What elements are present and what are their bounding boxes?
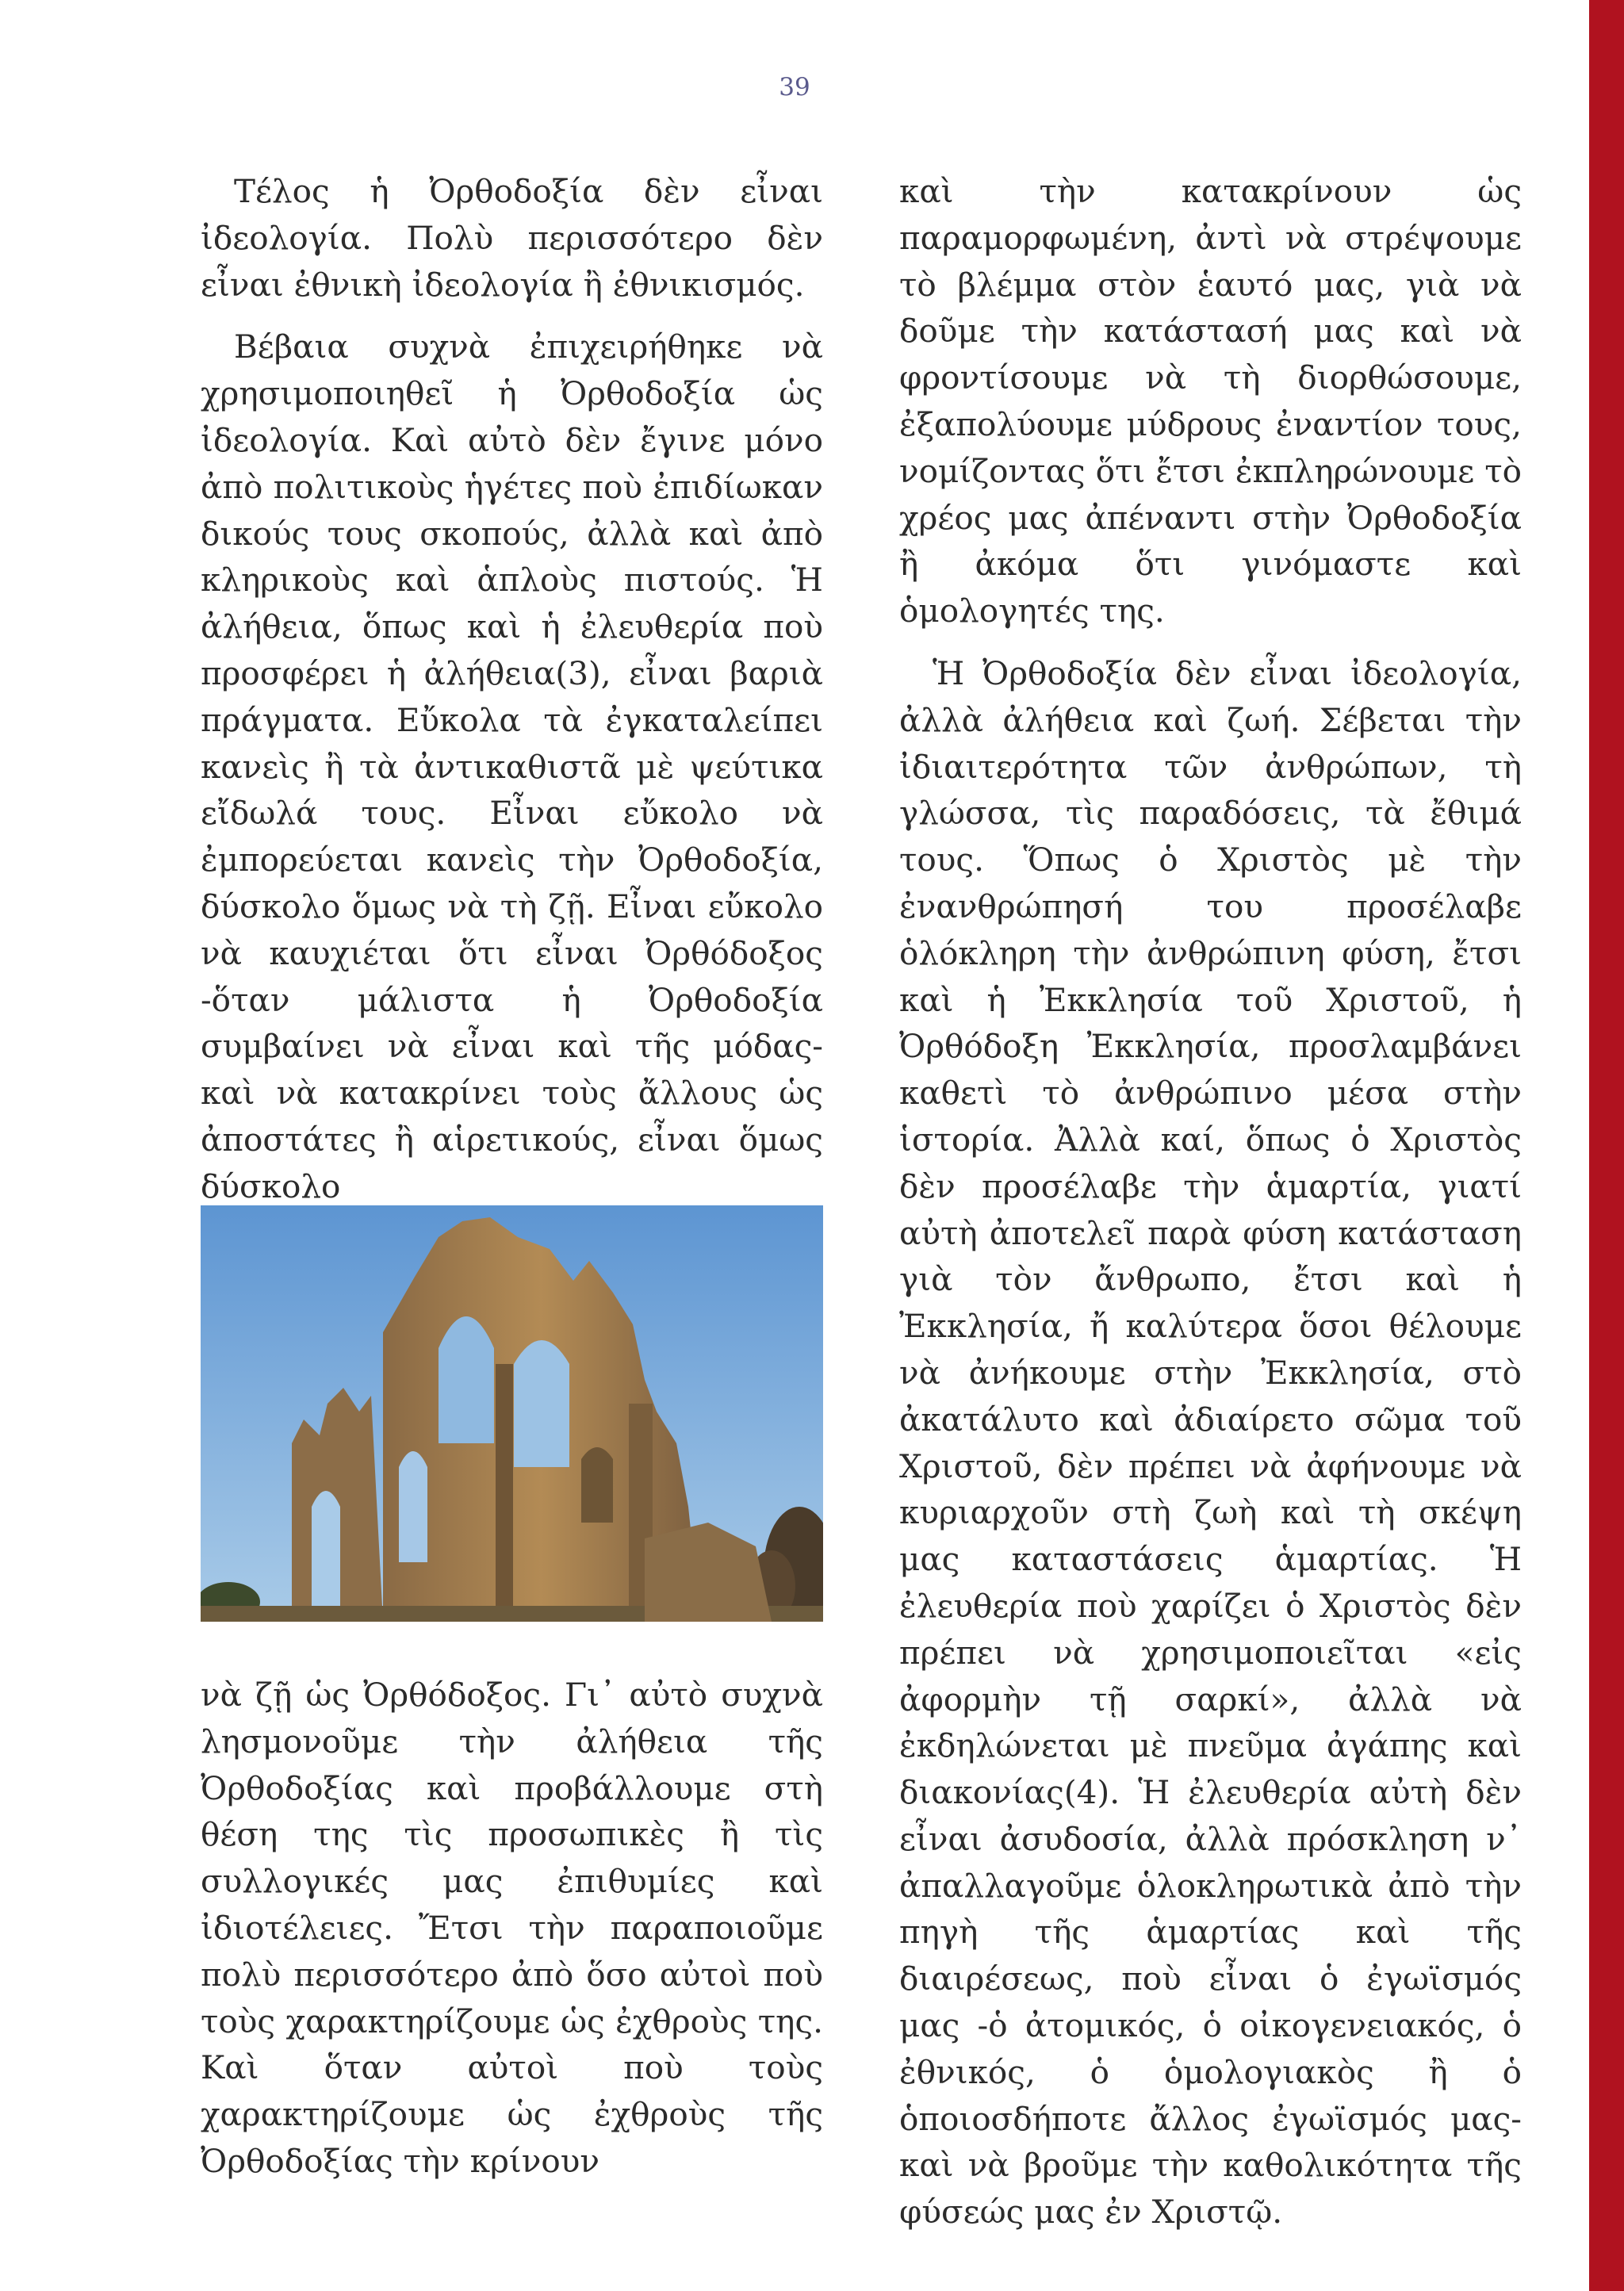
left-column-bottom (201, 1672, 823, 2185)
paragraph: Τέλος ἡ Ὀρθοδοξία δὲν εἶναι ἰδεολογία. Πολὺ περισσότερο δὲν εἶναι ἐθνικὴ ἰδεολογία ἢ ἐθνικισμός. (201, 172, 823, 304)
page-number: 39 (779, 73, 810, 102)
paragraph: Βέβαια συχνὰ ἐπιχειρήθηκε νὰ χρησιμοποιηθεῖ ἡ Ὀρθοδοξία ὡς ἰδεολογία. Καὶ αὐτὸ δὲν ἔγινε μόνο ἀπὸ πολιτικοὺς ἡγέτες ποὺ ἐπιδίωκαν δικούς τους σκοπούς, ἀλλὰ καὶ ἀπὸ κληρικοὺς καὶ ἁπλοὺς πιστούς. Ἡ ἀλήθεια, ὅπως καὶ ἡ ἐλευθερία ποὺ προσφέρει ἡ ἀλήθεια(3), εἶναι βαριὰ πράγματα. Εὔκολα τὰ ἐγκαταλείπει κανεὶς ἢ τὰ ἀντικαθιστᾶ μὲ ψεύτικα εἴδωλά τους. Εἶναι εὔκολο νὰ ἐμπορεύεται κανεὶς τὴν Ὀρθοδοξία, δύσκολο ὅμως νὰ τὴ ζῇ. Εἶναι εὔκολο νὰ καυχιέται ὅτι εἶναι Ὀρθόδοξος -ὅταν μάλιστα ἡ Ὀρθοδοξία συμβαίνει νὰ εἶναι καὶ τῆς μόδας- καὶ νὰ κατακρίνει τοὺς ἄλλους ὡς ἀποστάτες ἢ αἱρετικούς, εἶναι ὅμως δύσκολο (201, 328, 823, 1205)
right-column (899, 168, 1522, 2235)
paragraph: νὰ ζῇ ὡς Ὀρθόδοξος. Γι᾽ αὐτὸ συχνὰ λησμονοῦμε τὴν ἀλήθεια τῆς Ὀρθοδοξίας καὶ προβάλλουμε στὴ θέση της τὶς προσωπικὲς ἢ τὶς συλλογικές μας ἐπιθυμίες καὶ ἰδιοτέλειες. Ἔτσι τὴν παραποιοῦμε πολὺ περισσότερο ἀπὸ ὅσο αὐτοὶ ποὺ τοὺς χαρακτηρίζουμε ὡς ἐχθροὺς της. Καὶ ὅταν αὐτοὶ ποὺ τοὺς χαρακτηρίζουμε ὡς ἐχθροὺς τῆς Ὀρθοδοξίας τὴν κρίνουν (201, 1676, 823, 2180)
church-ruins-photo (201, 1205, 823, 1622)
paragraph: καὶ τὴν κατακρίνουν ὡς παραμορφωμένη, ἀντὶ νὰ στρέψουμε τὸ βλέμμα στὸν ἑαυτό μας, γιὰ νὰ δοῦμε τὴν κατάστασή μας καὶ νὰ φροντίσουμε νὰ τὴ διορθώσουμε, ἐξαπολύουμε μύδρους ἐναντίον τους, νομίζοντας ὅτι ἔτσι ἐκπληρώνουμε τὸ χρέος μας ἀπέναντι στὴν Ὀρθοδοξία ἢ ἀκόμα ὅτι γινόμαστε καὶ ὁμολογητές της. (899, 172, 1522, 630)
left-column-top (201, 168, 823, 1210)
red-side-bar (1589, 0, 1624, 2291)
paragraph: Ἡ Ὀρθοδοξία δὲν εἶναι ἰδεολογία, ἀλλὰ ἀλήθεια καὶ ζωή. Σέβεται τὴν ἰδιαιτερότητα τῶν ἀνθρώπων, τὴ γλώσσα, τὶς παραδόσεις, τὰ ἔθιμά τους. Ὅπως ὁ Χριστὸς μὲ τὴν ἐνανθρώπησή του προσέλαβε ὁλόκληρη τὴν ἀνθρώπινη φύση, ἔτσι καὶ ἡ Ἐκκλησία τοῦ Χριστοῦ, ἡ Ὀρθόδοξη Ἐκκλησία, προσλαμβάνει καθετὶ τὸ ἀνθρώπινο μέσα στὴν ἱστορία. Ἀλλὰ καί, ὅπως ὁ Χριστὸς δὲν προσέλαβε τὴν ἁμαρτία, γιατί αὐτὴ ἀποτελεῖ παρὰ φύση κατάσταση γιὰ τὸν ἄνθρωπο, ἔτσι καὶ ἡ Ἐκκλησία, ἤ καλύτερα ὅσοι θέλουμε νὰ ἀνήκουμε στὴν Ἐκκλησία, στὸ ἀκατάλυτο καὶ ἀδιαίρετο σῶμα τοῦ Χριστοῦ, δὲν πρέπει νὰ ἀφήνουμε νὰ κυριαρχοῦν στὴ ζωὴ καὶ τὴ σκέψη μας καταστάσεις ἁμαρτίας. Ἡ ἐλευθερία ποὺ χαρίζει ὁ Χριστὸς δὲν πρέπει νὰ χρησιμοποιεῖται «εἰς ἀφορμὴν τῇ σαρκί», ἀλλὰ νὰ ἐκδηλώνεται μὲ πνεῦμα ἀγάπης καὶ διακονίας(4). Ἡ ἐλευθερία αὐτὴ δὲν εἶναι ἀσυδοσία, ἀλλὰ πρόσκληση ν᾽ ἀπαλλαγοῦμε ὁλοκληρωτικὰ ἀπὸ τὴν πηγὴ τῆς ἁμαρτίας καὶ τῆς διαιρέσεως, ποὺ εἶναι ὁ ἐγωϊσμός μας -ὁ ἀτομικός, ὁ οἰκογενειακός, ὁ ἐθνικός, ὁ ὁμολογιακὸς ἢ ὁ ὁποιοσδήποτε ἄλλος ἐγωϊσμός μας- καὶ νὰ βροῦμε τὴν καθολικότητα τῆς φύσεώς μας ἐν Χριστῷ. (899, 653, 1522, 2232)
